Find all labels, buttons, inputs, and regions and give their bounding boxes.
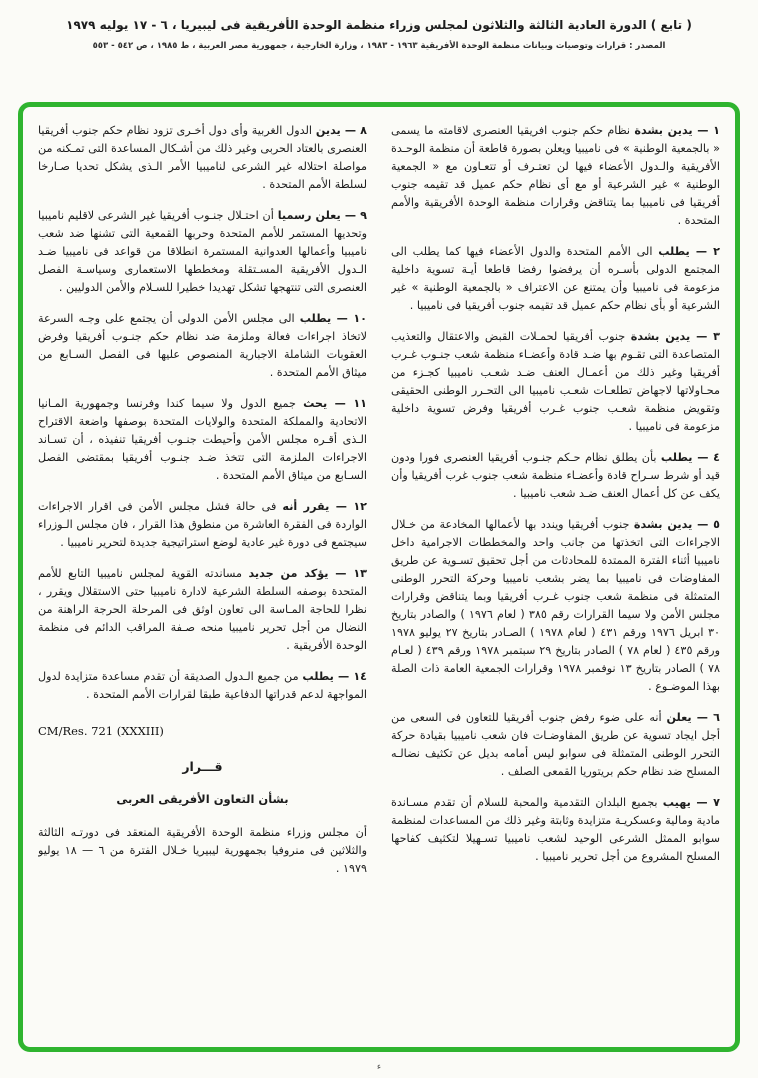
resolution-clause-5 — [391, 516, 720, 696]
page-bottom-mark: ء — [376, 1062, 382, 1072]
resolution-reference-number: CM/Res. 721 (XXXIII) — [38, 724, 164, 738]
resolution-heading: قـــرار — [182, 759, 223, 774]
clause-14-lead: ١٤ — يطلب — [302, 670, 367, 683]
resolution-clause-10 — [38, 310, 367, 382]
resolution-clause-3 — [391, 328, 720, 436]
clause-9-body: أن احتـلال جنـوب أفريقيا غير الشرعى لاقليم ناميبيا وتحديها المستمر للأمم المتحدة وحربها القمعية التى تشنها ضد شعب ناميبيا وأعمالها العدوانية المستمرة انطلاقا من قواعد فى ناميبيا ضـد الـدول الأفريقية المسـتقلة ومخططها الاستعمارى وسياسـة الفصل العنصرى التى تنتهجها تشكل تهديدا خطيرا للسـلام والأمن الدوليين . — [38, 209, 367, 294]
clause-2-body: الى الأمم المتحدة والدول الأعضاء فيها كما يطلب الى المجتمع الدولى بأسـره أن يرفضوا رفضا قاطعا أيـة تسوية داخلية مزعومة فى ناميبيا وأن يمتنع عن الاعتراف « بالجمعية الوطنية » غير الشرعية أو بأى نظام حكم عميل قد تقيمه جنوب أفريقيا فى ناميبيا . — [391, 245, 720, 312]
clause-13-body: مساندته القوية لمجلس ناميبيا التابع للأمم المتحدة بوصفه السلطة الشرعية لادارة ناميبيا حتى الاستقلال ويقرر ، نظرا للحاجة المـاسة الى تعاون اوثق فى المرحلة الحرجة الراهنة من النضال من أجل تحرير ناميبيا منحه صـفة المراقب الدائم فى منظمة الوحدة الأفريقية . — [38, 567, 367, 652]
resolution-clause-1 — [391, 122, 720, 230]
clause-7-body: بجميع البلدان التقدمية والمحبة للسلام أن تقدم مسـاندة مادية ومالية وعسكريـة متزايدة وثابتة وغير ذلك من المساعدات لمنظمة سوابو الممثل الشرعى الوحيد لشعب ناميبيا تسـهيلا لتكثيف كفاحها المسلح المشروع من أجل تحرير ناميبيا . — [391, 796, 720, 863]
two-column-layout — [38, 122, 720, 1037]
clause-8-lead: ٨ — يدين — [315, 124, 367, 137]
clause-6-lead: ٦ — يعلن — [666, 711, 720, 724]
resolution-clause-13 — [38, 565, 367, 655]
resolution-clause-2 — [391, 243, 720, 315]
clause-10-lead: ١٠ — يطلب — [299, 312, 367, 325]
resolution-preamble: أن مجلس وزراء منظمة الوحدة الأفريقية المنعقد فى دورتـه الثالثة والثلاثين فى منروفيا بجمهورية ليبيريا خـلال الفترة من ٦ — ١٨ يوليو ١٩٧٩ . — [38, 826, 367, 875]
resolution-subject: بشأن التعاون الأفريقى العربى — [116, 792, 289, 806]
column-right — [391, 122, 720, 1037]
resolution-clause-12 — [38, 498, 367, 552]
resolution-clause-9 — [38, 207, 367, 297]
document-title: ( تابع ) الدورة العادية الثالثة والثلاثون لمجلس وزراء منظمة الوحدة الأفريقية فى ليبيريا ، ٦ - ١٧ يوليه ١٩٧٩ — [66, 18, 692, 32]
clause-12-lead: ١٢ — يقرر أنه — [282, 500, 367, 513]
resolution-clause-11 — [38, 395, 367, 485]
clause-10-body: الى مجلس الأمن الدولى أن يجتمع على وجـه السرعة لاتخاذ اجراءات فعالة وملزمة ضد نظام حكم جنـوب أفريقيا وفرض العقوبات الشاملة الاجبارية المنصوص عليها فى الفصل السـابع من ميثاق الأمم المتحدة . — [38, 312, 367, 379]
clause-8-body: الدول الغربية وأى دول أخـرى تزود نظام حكم جنوب أفريقيا العنصرى بالعتاد الحربى وغير ذلك من أشـكال المساعدة التى تمـكنه من مواصلة احتلاله غير الشرعى لناميبيا الأمر الـذى يشكل تحديا صـارخا لسلطة الأمم المتحدة . — [38, 124, 367, 191]
clause-12-body: فى حالة فشل مجلس الأمن فى اقرار الاجراءات الواردة فى الفقرة العاشرة من منطوق هذا القرار ، فان مجلس الـوزراء سيجتمع فى دورة غير عادية لوضع استراتيجية جديدة لتحرير ناميبيا . — [38, 500, 367, 549]
clause-7-lead: ٧ — يهيب — [662, 796, 720, 809]
clause-13-lead: ١٣ — يؤكد من جديد — [248, 567, 367, 580]
clause-1-lead: ١ — يدين بشدة — [634, 124, 720, 137]
resolution-clause-14 — [38, 668, 367, 704]
resolution-clause-7 — [391, 794, 720, 866]
clause-9-lead: ٩ — يعلن رسميا — [277, 209, 367, 222]
resolution-bordered-box — [18, 102, 740, 1052]
document-source-line: المصدر : قرارات وتوصيات وبيانات منظمة الوحدة الأفريقية ١٩٦٣ - ١٩٨٣ ، وزارة الخارجية ، جمهورية مصر العربية ، ط ١٩٨٥ ، ص ٥٤٢ - ٥٥٣ — [92, 41, 666, 51]
column-left — [38, 122, 367, 1037]
resolution-clause-6 — [391, 709, 720, 781]
clause-14-body: من جميع الـدول الصديقة أن تقدم مساعدة متزايدة لدول المواجهة لدعم قدراتها الدفاعية طبقا لقرارات الأمم المتحدة . — [38, 670, 367, 701]
clause-3-body: جنوب أفريقيا لحمـلات القبض والاعتقال والتعذيب المتصاعدة التى تقـوم بها ضـد قادة وأعضـاء منظمة شعب جنـوب غـرب أفريقيا وغير ذلك من أعمـال العنف ضـد شعـب ناميبيا كجـزء من محـاولاتها لاجهاض تطلعـات شعـب ناميبيا الى التحـرر الوطنى الحقيقى وتقويض منظمة شعـب جنوب غـرب أفريقيا وفرض تسوية داخلية مزعومة فى ناميبيا . — [391, 330, 720, 433]
clause-6-body: أنه على ضوء رفض جنوب أفريقيا للتعاون فى السعى من أجل ايجاد تسوية عن طريق المفاوضـات فان شعب ناميبيا بقيادة حركة التحرر الوطنى المتمثلة فى سوابو ليس أمامه بديل عن تكثيف نضالـه المسلح ضد نظام حكم بريتوريا القمعى الصلف . — [391, 711, 720, 778]
clause-11-body: جميع الدول ولا سيما كندا وفرنسا وجمهورية المـانيا الاتحادية والمملكة المتحدة والولايات المتحدة بوصفها واضعة الاقتراح الـذى أقـره مجلس الأمن وأحيطت جنـوب أفريقيا تنفيذه ، أن تسـاند الاجراءات الملزمة التى تتخذ ضـد جنـوب أفريقيا بمقتضى الفصل السـابع من ميثاق الأمم المتحدة . — [38, 397, 367, 482]
clause-2-lead: ٢ — يطلب — [658, 245, 720, 258]
clause-5-body: جنوب أفريقيا ويندد بها لأعمالها المخادعة من خـلال الاجراءات التى اتخذتها من جانب واحد والمخططات الاجرامية داخل ناميبيا أثناء الفترة الممتدة للمحادثات من أجل تحقيق تسـوية عن طريق المفاوضات فى ناميبيا بما يضر بشعب ناميبيا وحركة التحرر الوطنى المتمثلة فى منظمة شعب جنوب غـرب أفريقيا وبما يتناقض وقرارات مجلس الأمن ولا سيما القرارات رقم ٣٨٥ ( لعام ١٩٧٦ ) والصادر بتاريخ ٣٠ ابريل ١٩٧٦ ورقم ٤٣١ ( لعام ١٩٧٨ ) الصـادر بتاريخ ٢٧ يوليو ١٩٧٨ ورقم ٤٣٥ ( لعام ٧٨ ) الصادر بتاريخ ٢٩ سبتمبر ١٩٧٨ ورقم ٤٣٩ ( لعـام ٧٨ ) الصادر بتاريخ ١٣ نوفمبر ١٩٧٨ وقرارات الجمعية العامة ذات الصلة بهذا الموضـوع . — [391, 518, 720, 693]
clause-11-lead: ١١ — يحث — [303, 397, 367, 410]
clause-5-lead: ٥ — يدين بشدة — [633, 518, 720, 531]
resolution-clause-4 — [391, 449, 720, 503]
clause-4-lead: ٤ — يطلب — [660, 451, 720, 464]
page-header — [0, 18, 758, 51]
clause-1-body: نظام حكم جنوب افريقيا العنصرى لاقامته ما يسمى « بالجمعية الوطنية » فى ناميبيا ويعلن بصورة قاطعة أن منظمة الوحـدة الأفريقية والـدول الأعضاء فيها لن تعتـرف أو تتعـاون مع « الجمعية الوطنية » غير الشرعية أو مع أى نظام حكم عميل قد تقيمه جنوب أفريقيا فى ناميبيا بما يتناقض وقرارات منظمة الوحدة الأفريقية والأمم المتحدة . — [391, 124, 720, 227]
clause-4-body: بأن يطلق نظام حـكم جنـوب أفريقيا العنصرى فورا ودون قيد أو شرط سـراح قادة وأعضـاء منظمة شعب جنوب غرب أفريقيا وأن يكف عن كل أعمال العنف ضـد شعب ناميبيا . — [391, 451, 720, 500]
resolution-clause-8 — [38, 122, 367, 194]
clause-3-lead: ٣ — يدين بشدة — [630, 330, 720, 343]
